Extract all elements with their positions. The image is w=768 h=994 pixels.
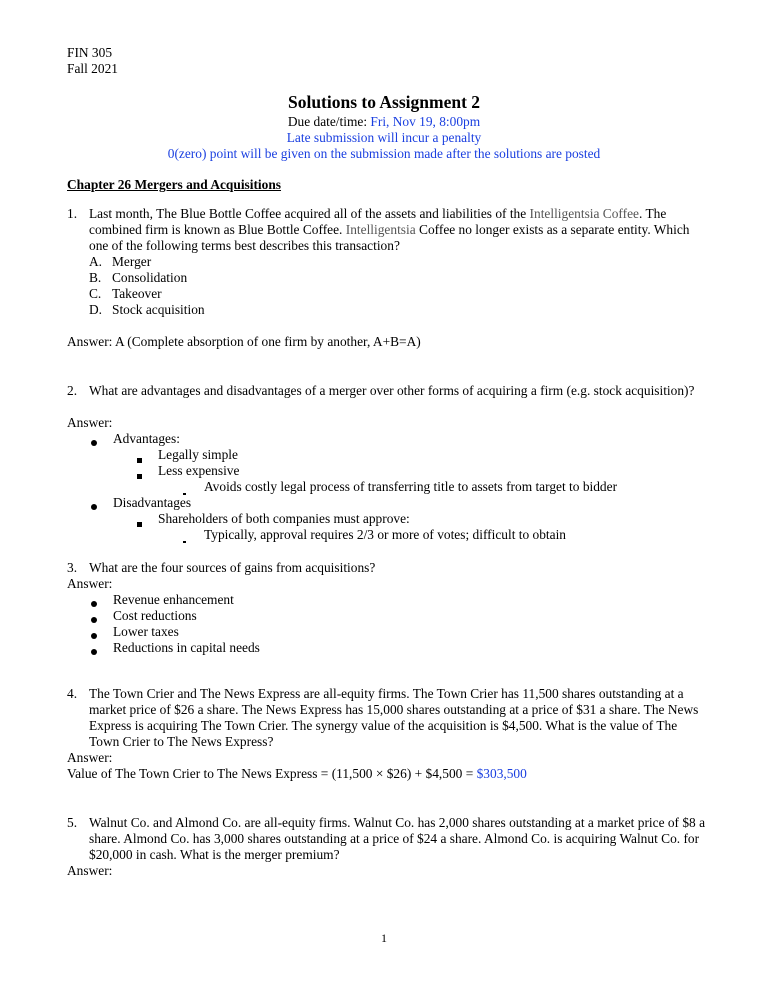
option-d: [89, 302, 707, 318]
question-number: 5.: [67, 815, 78, 830]
course-header: [67, 45, 118, 77]
course-term: Fall 2021: [67, 61, 118, 76]
question-text-part: . The combined firm is known as Blue Bottle Coffee.: [89, 206, 667, 237]
option-b: [89, 270, 707, 286]
page-number: 1: [381, 931, 387, 945]
question-2: [67, 383, 707, 399]
question-3: [67, 560, 707, 576]
option-letter: B.: [89, 270, 102, 285]
answer-label: Answer:: [67, 863, 113, 878]
option-text: Consolidation: [112, 270, 188, 285]
gain-source-item: Lower taxes: [113, 624, 179, 639]
question-number: 3.: [67, 560, 78, 575]
answer-options: [89, 254, 707, 318]
late-note: Late submission will incur a penalty: [286, 130, 482, 145]
section-heading: Chapter 26 Mergers and Acquisitions: [67, 177, 282, 192]
option-text: Takeover: [112, 286, 162, 301]
question-number: 1.: [67, 206, 78, 221]
q1-answer: Answer: A (Complete absorption of one firm by another, A+B=A): [67, 334, 421, 349]
option-a: [89, 254, 707, 270]
company-name: Intelligentsia Coffee: [529, 206, 639, 221]
option-c: [89, 286, 707, 302]
due-value: Fri, Nov 19, 8:00pm: [370, 114, 481, 129]
advantage-subitem: Avoids costly legal process of transferring title to assets from target to bidder: [204, 479, 618, 494]
question-5: [67, 815, 707, 863]
disadvantage-subitem: Typically, approval requires 2/3 or more of votes; difficult to obtain: [204, 527, 567, 542]
question-text-part: Last month, The Blue Bottle Coffee acquired all of the assets and liabilities of the: [89, 206, 530, 221]
gain-source-item: Cost reductions: [113, 608, 197, 623]
bullet-square-icon: [137, 451, 142, 467]
due-line: [0, 114, 768, 130]
option-text: Merger: [112, 254, 152, 269]
bullet-dot-icon: [91, 434, 97, 450]
answer-label: Answer:: [67, 415, 113, 430]
question-number: 4.: [67, 686, 78, 701]
question-text: The Town Crier and The News Express are all-equity firms. The Town Crier has 11,500 shares outstanding at a market price of $26 a share. The News Express has 15,000 shares outstanding at a price of $31 a share. The News Express is acquiring The Town Crier. The synergy value of the acquisition is $4,500. What is the value of The Town Crier to The News Express?: [89, 686, 699, 749]
option-letter: A.: [89, 254, 103, 269]
option-letter: C.: [89, 286, 102, 301]
advantage-item: Legally simple: [158, 447, 238, 462]
calculation-result: $303,500: [476, 766, 527, 781]
zero-point-note: 0(zero) point will be given on the submission made after the solutions are posted: [167, 146, 601, 161]
bullet-dot-icon: [91, 595, 97, 611]
question-text: Walnut Co. and Almond Co. are all-equity firms. Walnut Co. has 2,000 shares outstanding at a market price of $8 a share. Almond Co. has 3,000 shares outstanding at a price of $24 a share. Almond Co. is acquiring Walnut Co. for $20,000 in cash. What is the merger premium?: [89, 815, 706, 862]
option-text: Stock acquisition: [112, 302, 205, 317]
bullet-small-icon: [183, 531, 186, 547]
gain-source-item: Reductions in capital needs: [113, 640, 260, 655]
document-title: Solutions to Assignment 2: [287, 92, 481, 112]
answer-label: Answer:: [67, 750, 113, 765]
question-number: 2.: [67, 383, 78, 398]
bullet-dot-icon: [91, 611, 97, 627]
answer-label: Answer:: [67, 576, 113, 591]
advantages-heading: Advantages:: [113, 431, 180, 446]
bullet-square-icon: [137, 515, 142, 531]
question-text: What are advantages and disadvantages of a merger over other forms of acquiring a firm (e.g. stock acquisition)?: [89, 383, 695, 398]
question-4: [67, 686, 707, 750]
calculation-text: Value of The Town Crier to The News Express = (11,500 × $26) + $4,500 =: [67, 766, 477, 781]
company-name: Intelligentsia: [345, 222, 416, 237]
disadvantage-item: Shareholders of both companies must approve:: [158, 511, 410, 526]
due-label: Due date/time:: [287, 114, 371, 129]
option-letter: D.: [89, 302, 103, 317]
question-1: [67, 206, 707, 318]
gain-source-item: Revenue enhancement: [113, 592, 234, 607]
bullet-dot-icon: [91, 498, 97, 514]
course-code: FIN 305: [67, 45, 113, 60]
disadvantages-heading: Disadvantages: [113, 495, 192, 510]
bullet-dot-icon: [91, 627, 97, 643]
advantage-item: Less expensive: [158, 463, 240, 478]
bullet-dot-icon: [91, 643, 97, 659]
question-text-part: Coffee no longer exists as a separate entity. Which one of the following terms best describes this transaction?: [89, 222, 690, 253]
q4-calculation: [67, 766, 527, 782]
question-text: What are the four sources of gains from acquisitions?: [89, 560, 376, 575]
question-text: [89, 206, 707, 254]
bullet-square-icon: [137, 467, 142, 483]
